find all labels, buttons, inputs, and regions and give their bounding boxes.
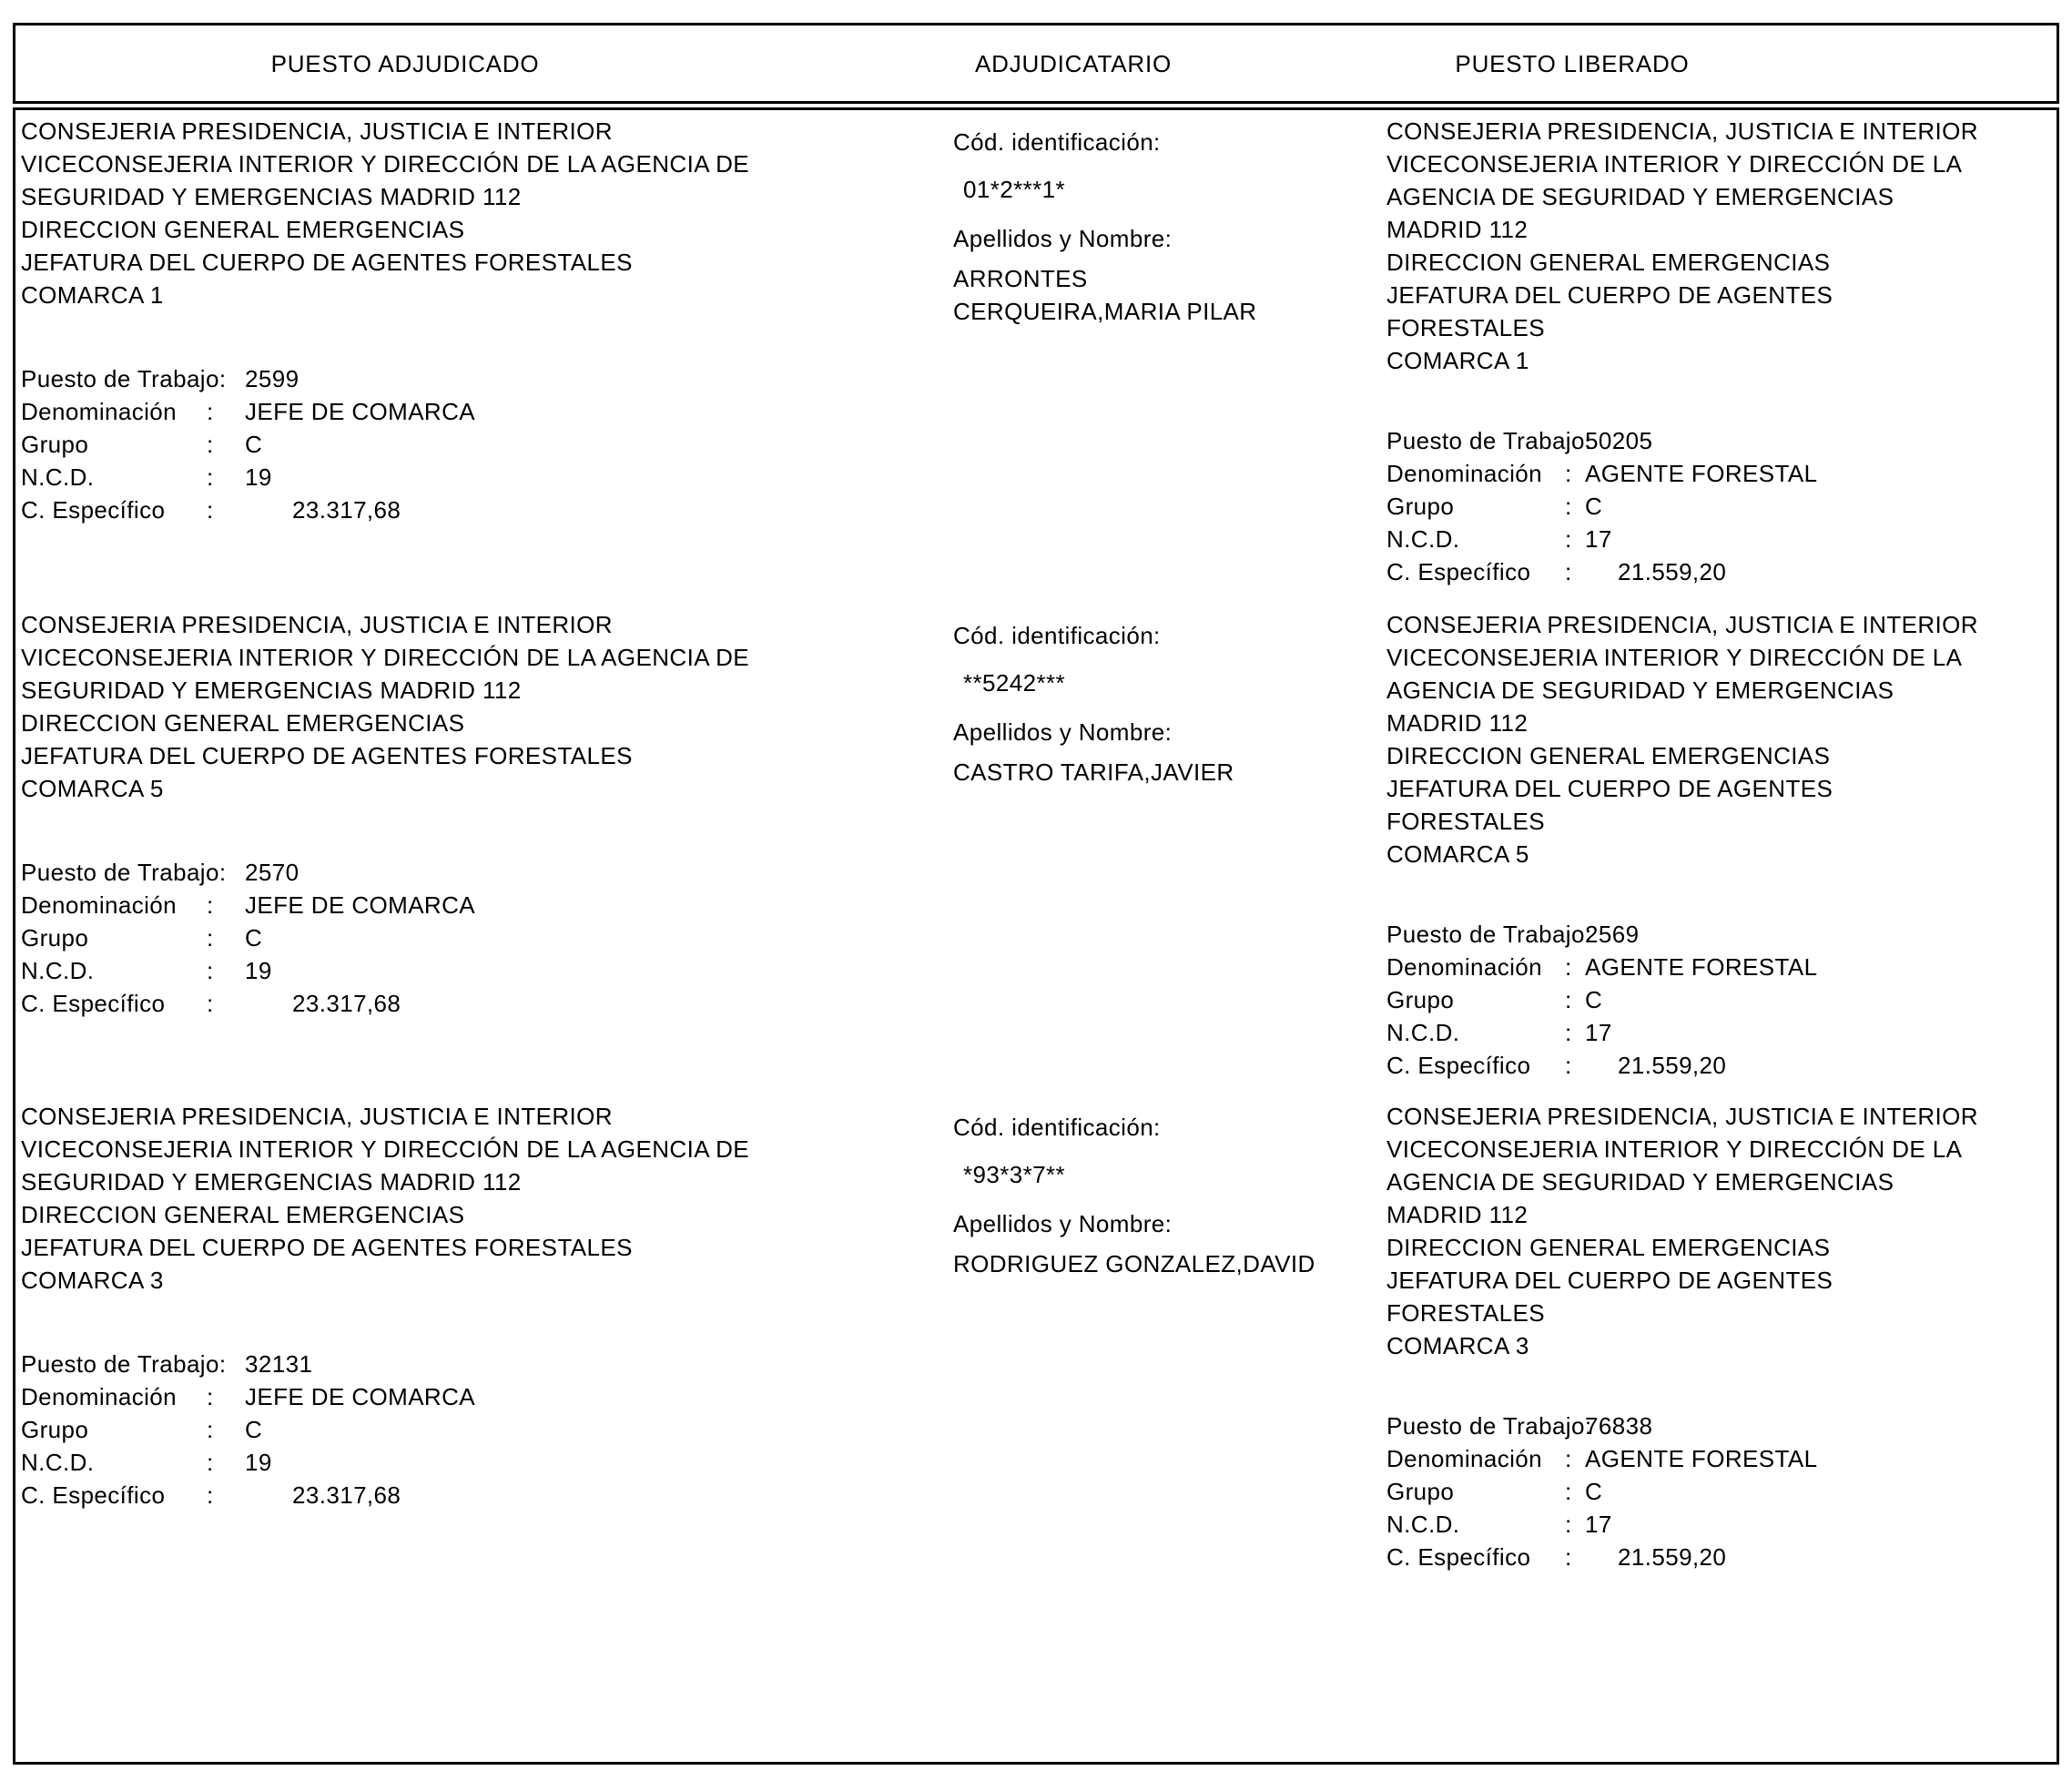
org-line: DIRECCION GENERAL EMERGENCIAS — [1386, 1234, 1831, 1261]
field-label: Denominación — [21, 891, 178, 919]
column-header-adjudicatario: ADJUDICATARIO — [974, 49, 1173, 77]
field-colon — [207, 856, 245, 889]
org-line: JEFATURA DEL CUERPO DE AGENTES FORESTALES — [21, 1234, 633, 1261]
field-label: Denominación — [1386, 460, 1543, 487]
org-line: JEFATURA DEL CUERPO DE AGENTES FORESTALES — [21, 742, 633, 769]
field-row-puesto — [1386, 424, 2059, 457]
table-header — [13, 23, 2059, 104]
org-line: JEFATURA DEL CUERPO DE AGENTES — [1386, 1267, 1833, 1294]
org-hierarchy — [21, 115, 942, 311]
org-line: JEFATURA DEL CUERPO DE AGENTES — [1386, 775, 1833, 802]
liberado-fields — [1386, 1410, 2059, 1573]
field-value: C — [245, 924, 263, 952]
org-line: CONSEJERIA PRESIDENCIA, JUSTICIA E INTERIOR — [21, 117, 613, 145]
field-colon: : — [207, 1416, 214, 1443]
org-line: VICECONSEJERIA INTERIOR Y DIRECCIÓN DE LA — [1386, 150, 1963, 178]
org-line: COMARCA 5 — [21, 775, 164, 802]
org-line: CONSEJERIA PRESIDENCIA, JUSTICIA E INTERIOR — [1386, 611, 1978, 638]
field-label: N.C.D. — [1386, 525, 1460, 553]
org-line: VICECONSEJERIA INTERIOR Y DIRECCIÓN DE LA AGENCIA DE — [21, 1135, 750, 1163]
org-line: JEFATURA DEL CUERPO DE AGENTES — [1386, 281, 1833, 309]
field-row-grupo — [1386, 490, 2059, 523]
field-value: 2570 — [245, 859, 300, 886]
field-row-grupo — [21, 1413, 942, 1446]
field-label: N.C.D. — [21, 957, 95, 984]
field-value: 2569 — [1585, 921, 1640, 948]
field-row-especifico — [21, 1479, 942, 1511]
field-label: Puesto de Trabajo: — [1386, 427, 1592, 454]
field-label: N.C.D. — [21, 1449, 95, 1476]
field-label: Denominación — [1386, 1445, 1543, 1472]
field-row-grupo — [1386, 983, 2059, 1016]
field-colon: : — [1565, 953, 1572, 981]
field-row-denominacion — [1386, 457, 2059, 490]
table-row — [15, 1100, 2057, 1593]
field-row-puesto — [1386, 918, 2059, 951]
org-line: SEGURIDAD Y EMERGENCIAS MADRID 112 — [21, 677, 522, 704]
cod-identificacion-label: Cód. identificación: — [953, 128, 1161, 156]
cod-identificacion-value: *93*3*7** — [963, 1161, 1066, 1188]
org-line: COMARCA 3 — [21, 1267, 164, 1294]
adjudicado-fields — [21, 856, 942, 1020]
cod-identificacion-label: Cód. identificación: — [953, 622, 1161, 649]
field-row-ncd — [21, 1446, 942, 1479]
field-row-grupo — [21, 921, 942, 954]
field-value: 2599 — [245, 365, 300, 392]
field-colon: : — [207, 957, 214, 984]
cod-identificacion-value: **5242*** — [963, 669, 1066, 697]
field-row-denominacion — [21, 1380, 942, 1413]
field-label: Puesto de Trabajo: — [21, 365, 227, 392]
field-label: Puesto de Trabajo: — [1386, 1412, 1592, 1440]
field-row-denominacion — [1386, 951, 2059, 983]
field-colon: : — [207, 990, 214, 1017]
field-row-especifico — [1386, 1049, 2059, 1082]
field-row-denominacion — [1386, 1442, 2059, 1475]
org-line: DIRECCION GENERAL EMERGENCIAS — [1386, 742, 1831, 769]
apellidos-nombre-label: Apellidos y Nombre: — [953, 225, 1173, 252]
field-colon — [1565, 918, 1585, 951]
field-label: Grupo — [1386, 1478, 1455, 1505]
field-row-denominacion — [21, 889, 942, 921]
field-label: Grupo — [21, 1416, 89, 1443]
field-colon — [1565, 424, 1585, 457]
field-colon: : — [1565, 1511, 1572, 1538]
field-value: 19 — [245, 463, 272, 491]
org-line: CONSEJERIA PRESIDENCIA, JUSTICIA E INTERIOR — [21, 1103, 613, 1130]
nombre-line: ARRONTES — [953, 265, 1088, 292]
puesto-adjudicado-cell — [21, 115, 942, 524]
field-row-ncd — [1386, 1508, 2059, 1541]
org-hierarchy — [1386, 608, 2059, 870]
field-label: Denominación — [1386, 953, 1543, 981]
org-hierarchy — [1386, 1100, 2059, 1362]
field-value: JEFE DE COMARCA — [245, 398, 476, 425]
field-colon: : — [1565, 460, 1572, 487]
field-label: C. Específico — [21, 1481, 166, 1509]
nombre-line: CASTRO TARIFA,JAVIER — [953, 758, 1234, 786]
org-hierarchy — [21, 1100, 942, 1297]
org-line: CONSEJERIA PRESIDENCIA, JUSTICIA E INTERIOR — [1386, 117, 1978, 145]
field-value: 17 — [1585, 1019, 1612, 1046]
field-row-ncd — [1386, 1016, 2059, 1049]
field-label: C. Específico — [21, 496, 166, 524]
apellidos-nombre-value — [953, 262, 1379, 328]
field-value: 19 — [245, 957, 272, 984]
field-label: C. Específico — [1386, 1543, 1531, 1571]
org-line: VICECONSEJERIA INTERIOR Y DIRECCIÓN DE LA — [1386, 644, 1963, 671]
adjudicatario-cell — [953, 115, 1379, 328]
field-value: 76838 — [1585, 1412, 1653, 1440]
field-colon: : — [1565, 493, 1572, 520]
org-line: CONSEJERIA PRESIDENCIA, JUSTICIA E INTERIOR — [21, 611, 613, 638]
field-colon: : — [1565, 1019, 1572, 1046]
cod-identificacion-label: Cód. identificación: — [953, 1114, 1161, 1141]
field-row-especifico — [1386, 1541, 2059, 1573]
org-line: COMARCA 5 — [1386, 840, 1529, 868]
org-line: DIRECCION GENERAL EMERGENCIAS — [1386, 249, 1831, 276]
field-row-ncd — [21, 954, 942, 987]
field-label: Puesto de Trabajo: — [21, 1350, 227, 1378]
field-value: AGENTE FORESTAL — [1585, 460, 1818, 487]
field-colon: : — [207, 496, 214, 524]
table-body — [13, 107, 2059, 1765]
field-row-puesto — [21, 856, 942, 889]
apellidos-nombre-value — [953, 756, 1379, 789]
field-label: Puesto de Trabajo: — [1386, 921, 1592, 948]
org-line: COMARCA 1 — [1386, 347, 1529, 374]
puesto-adjudicado-cell — [21, 1100, 942, 1509]
org-line: FORESTALES — [1386, 314, 1546, 341]
field-colon: : — [207, 431, 214, 458]
field-label: C. Específico — [21, 990, 166, 1017]
org-line: DIRECCION GENERAL EMERGENCIAS — [21, 709, 465, 737]
field-value: 50205 — [1585, 427, 1653, 454]
liberado-fields — [1386, 424, 2059, 588]
field-label: C. Específico — [1386, 558, 1531, 585]
field-row-denominacion — [21, 395, 942, 428]
field-value: 23.317,68 — [292, 1481, 401, 1509]
adjudicatario-cell — [953, 608, 1379, 789]
field-row-grupo — [1386, 1475, 2059, 1508]
field-label: C. Específico — [1386, 1052, 1531, 1079]
org-line: VICECONSEJERIA INTERIOR Y DIRECCIÓN DE LA AGENCIA DE — [21, 644, 750, 671]
field-value: 23.317,68 — [292, 990, 401, 1017]
org-line: JEFATURA DEL CUERPO DE AGENTES FORESTALES — [21, 249, 633, 276]
field-colon — [207, 1348, 245, 1380]
field-value: 21.559,20 — [1618, 558, 1727, 585]
field-label: N.C.D. — [1386, 1511, 1460, 1538]
field-colon — [207, 362, 245, 395]
field-colon: : — [207, 891, 214, 919]
org-line: MADRID 112 — [1386, 709, 1529, 737]
field-colon: : — [1565, 1543, 1572, 1571]
field-colon: : — [1565, 1478, 1572, 1505]
column-header-puesto-liberado: PUESTO LIBERADO — [1455, 49, 1690, 77]
org-line: VICECONSEJERIA INTERIOR Y DIRECCIÓN DE LA — [1386, 1135, 1963, 1163]
field-label: Grupo — [1386, 986, 1455, 1013]
field-label: Grupo — [21, 924, 89, 952]
field-label: N.C.D. — [1386, 1019, 1460, 1046]
puesto-adjudicado-cell — [21, 608, 942, 1017]
field-value: 17 — [1585, 525, 1612, 553]
field-colon: : — [207, 1449, 214, 1476]
puesto-liberado-cell — [1386, 1100, 2059, 1571]
field-row-especifico — [21, 987, 942, 1020]
puesto-liberado-cell — [1386, 115, 2059, 585]
field-value: JEFE DE COMARCA — [245, 891, 476, 919]
field-value: AGENTE FORESTAL — [1585, 1445, 1818, 1472]
field-value: C — [245, 431, 263, 458]
field-colon: : — [1565, 525, 1572, 553]
field-label: Denominación — [21, 1383, 178, 1410]
apellidos-nombre-label: Apellidos y Nombre: — [953, 718, 1173, 746]
liberado-fields — [1386, 918, 2059, 1082]
org-line: AGENCIA DE SEGURIDAD Y EMERGENCIAS — [1386, 677, 1894, 704]
field-value: C — [245, 1416, 263, 1443]
field-value: 32131 — [245, 1350, 313, 1378]
field-value: C — [1585, 986, 1603, 1013]
apellidos-nombre-value — [953, 1247, 1379, 1280]
table-row — [15, 608, 2057, 1102]
field-row-puesto — [21, 1348, 942, 1380]
field-row-ncd — [1386, 523, 2059, 555]
field-colon: : — [207, 924, 214, 952]
org-line: DIRECCION GENERAL EMERGENCIAS — [21, 216, 465, 243]
field-value: AGENTE FORESTAL — [1585, 953, 1818, 981]
org-line: COMARCA 1 — [21, 281, 164, 309]
field-colon: : — [207, 1383, 214, 1410]
nombre-line: RODRIGUEZ GONZALEZ,DAVID — [953, 1250, 1315, 1277]
adjudicatario-cell — [953, 1100, 1379, 1280]
field-value: 21.559,20 — [1618, 1052, 1727, 1079]
org-line: COMARCA 3 — [1386, 1332, 1529, 1359]
adjudicado-fields — [21, 1348, 942, 1511]
org-line: AGENCIA DE SEGURIDAD Y EMERGENCIAS — [1386, 1168, 1894, 1196]
field-label: Grupo — [21, 431, 89, 458]
adjudicado-fields — [21, 362, 942, 526]
field-value: C — [1585, 1478, 1603, 1505]
org-line: VICECONSEJERIA INTERIOR Y DIRECCIÓN DE LA AGENCIA DE — [21, 150, 750, 178]
field-value: 17 — [1585, 1511, 1612, 1538]
org-hierarchy — [1386, 115, 2059, 377]
apellidos-nombre-label: Apellidos y Nombre: — [953, 1210, 1173, 1237]
org-hierarchy — [21, 608, 942, 805]
nombre-line: CERQUEIRA,MARIA PILAR — [953, 298, 1257, 325]
field-colon: : — [207, 398, 214, 425]
field-colon: : — [1565, 986, 1572, 1013]
org-line: MADRID 112 — [1386, 216, 1529, 243]
field-label: Puesto de Trabajo: — [21, 859, 227, 886]
field-value: JEFE DE COMARCA — [245, 1383, 476, 1410]
org-line: AGENCIA DE SEGURIDAD Y EMERGENCIAS — [1386, 183, 1894, 210]
field-label: N.C.D. — [21, 463, 95, 491]
org-line: CONSEJERIA PRESIDENCIA, JUSTICIA E INTERIOR — [1386, 1103, 1978, 1130]
org-line: MADRID 112 — [1386, 1201, 1529, 1228]
column-header-puesto-adjudicado: PUESTO ADJUDICADO — [270, 49, 540, 77]
org-line: FORESTALES — [1386, 808, 1546, 835]
field-value: 21.559,20 — [1618, 1543, 1727, 1571]
field-colon: : — [1565, 1052, 1572, 1079]
field-colon: : — [207, 463, 214, 491]
table-row — [15, 115, 2057, 608]
field-label: Denominación — [21, 398, 178, 425]
field-colon — [1565, 1410, 1585, 1442]
org-line: SEGURIDAD Y EMERGENCIAS MADRID 112 — [21, 183, 522, 210]
field-colon: : — [1565, 558, 1572, 585]
field-label: Grupo — [1386, 493, 1455, 520]
field-colon: : — [1565, 1445, 1572, 1472]
puesto-liberado-cell — [1386, 608, 2059, 1079]
field-value: C — [1585, 493, 1603, 520]
field-row-puesto — [21, 362, 942, 395]
field-value: 19 — [245, 1449, 272, 1476]
field-row-especifico — [21, 494, 942, 526]
field-value: 23.317,68 — [292, 496, 401, 524]
org-line: FORESTALES — [1386, 1299, 1546, 1327]
field-row-ncd — [21, 461, 942, 494]
field-row-puesto — [1386, 1410, 2059, 1442]
field-colon: : — [207, 1481, 214, 1509]
org-line: SEGURIDAD Y EMERGENCIAS MADRID 112 — [21, 1168, 522, 1196]
field-row-grupo — [21, 428, 942, 461]
field-row-especifico — [1386, 555, 2059, 588]
cod-identificacion-value: 01*2***1* — [963, 176, 1066, 203]
org-line: DIRECCION GENERAL EMERGENCIAS — [21, 1201, 465, 1228]
